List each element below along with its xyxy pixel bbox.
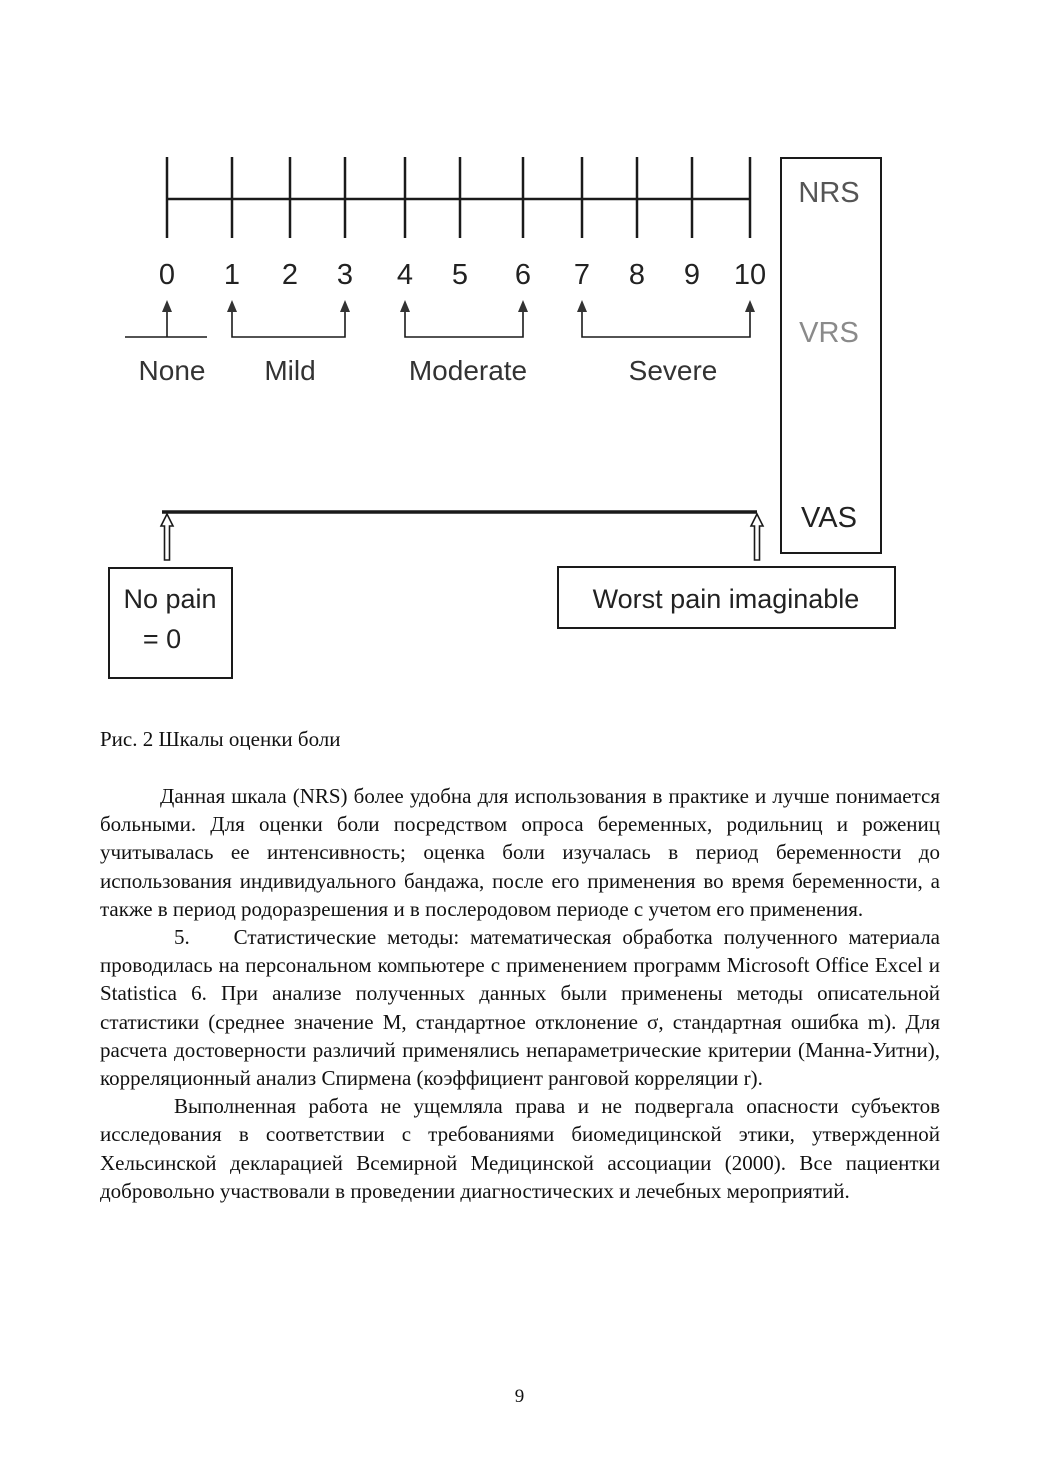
vrs-bracket — [582, 312, 750, 337]
scale-name-label: VRS — [799, 317, 859, 349]
nrs-number-label: 1 — [223, 259, 241, 291]
up-arrow-icon — [340, 300, 350, 312]
worst-pain-label: Worst pain imaginable — [592, 584, 860, 614]
vrs-category-label: Mild — [264, 355, 316, 386]
vas-scale — [109, 512, 895, 678]
nrs-number-label: 2 — [281, 259, 299, 291]
hollow-up-arrow-icon — [751, 514, 763, 560]
pain-scales-figure — [100, 140, 910, 690]
nrs-number-label: 10 — [733, 259, 767, 291]
pain-scales-diagram — [100, 140, 910, 690]
nrs-number-label: 8 — [628, 259, 646, 291]
hollow-up-arrow-icon — [161, 514, 173, 560]
scale-name-label: VAS — [801, 502, 857, 534]
no-pain-label: No pain — [123, 584, 217, 614]
vrs-category-label: None — [138, 355, 206, 386]
up-arrow-icon — [518, 300, 528, 312]
vrs-bracket — [405, 312, 523, 337]
up-arrow-icon — [577, 300, 587, 312]
vrs-bracket — [232, 312, 345, 337]
paragraph: Данная шкала (NRS) более удобна для использования в практике и лучше понимается больными. Для оценки боли посредством опроса беременных, родильниц и рожениц учитывалась ее интенсивность; оценка боли изучалась в период беременности до использования индивидуального бандажа, после его применения во время беременности, а также в период родоразрешения и в послеродовом периоде с учетом его применения. — [100, 784, 940, 921]
up-arrow-icon — [227, 300, 237, 312]
nrs-scale — [159, 157, 766, 291]
scale-names-box — [781, 158, 881, 553]
nrs-number-label: 3 — [336, 259, 354, 291]
up-arrow-icon — [162, 300, 172, 312]
figure-caption: Рис. 2 Шкалы оценки боли — [100, 727, 341, 751]
up-arrow-icon — [745, 300, 755, 312]
vrs-category-label: Severe — [628, 355, 718, 386]
scale-legend-box — [781, 158, 881, 553]
nrs-number-label: 9 — [683, 259, 701, 291]
nrs-number-label: 5 — [451, 259, 469, 291]
nrs-number-label: 0 — [158, 259, 176, 291]
no-pain-value-label: = 0 — [142, 624, 182, 654]
body-text — [100, 782, 940, 1205]
nrs-number-label: 6 — [514, 259, 532, 291]
vrs-scale — [125, 300, 755, 386]
scale-name-label: NRS — [798, 177, 860, 209]
nrs-number-label: 4 — [396, 259, 414, 291]
page-number: 9 — [514, 1386, 525, 1407]
nrs-number-label: 7 — [573, 259, 591, 291]
up-arrow-icon — [400, 300, 410, 312]
paragraph: 5. Статистические методы: математическая обработка полученного материала проводилась на персональном компьютере с применением программ Microsoft Office Excel и Statistica 6. При анализе полученных данных были применены методы описательной статистики (среднее значение М, стандартное отклонение σ, стандартная ошибка m). Для расчета достоверности различий применялись непараметрические критерии (Манна-Уитни), корреляционный анализ Спирмена (коэффициент ранговой корреляции r). — [100, 925, 940, 1091]
paragraph: Выполненная работа не ущемляла права и не подвергала опасности субъектов исследования в соответствии с требованиями биомедицинской этики, утвержденной Хельсинской декларацией Всемирной Медицинской ассоциации (2000). Все пациентки добровольно участвовали в проведении диагностических и лечебных мероприятий. — [100, 1094, 940, 1203]
vrs-category-label: Moderate — [408, 355, 528, 386]
